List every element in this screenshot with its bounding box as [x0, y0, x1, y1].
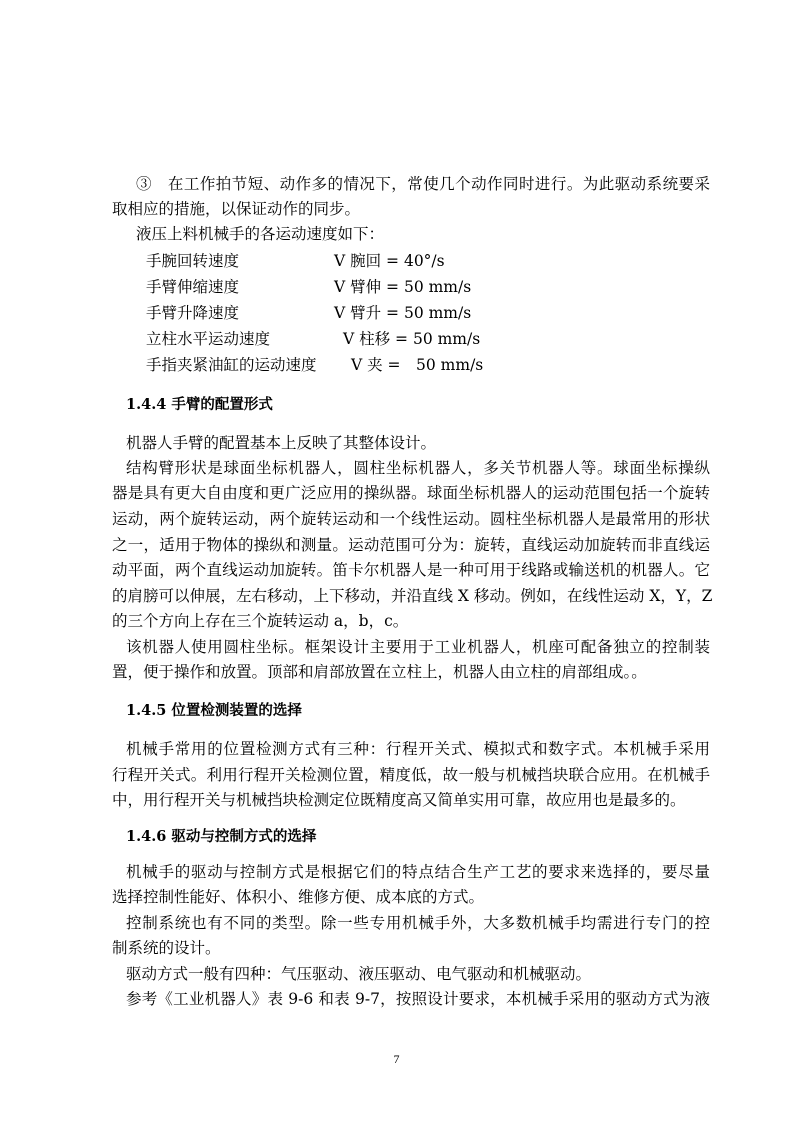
section-heading: 1.4.4 手臂的配置形式: [126, 396, 273, 413]
speed-value: V 臂伸 = 50 mm/s: [334, 278, 472, 296]
speed-value: V 夹 = 50 mm/s: [351, 356, 484, 374]
paragraph-line: 的三个方向上存在三个旋转运动 a，b，c。: [112, 612, 409, 630]
speed-value: V 柱移 = 50 mm/s: [343, 330, 481, 348]
paragraph-line: 行程开关式。利用行程开关检测位置，精度低，故一般与机械挡块联合应用。在机械手: [112, 766, 710, 784]
paragraph-line: 驱动方式一般有四种：气压驱动、液压驱动、电气驱动和机械驱动。: [126, 965, 592, 983]
paragraph-line: ③ 在工作拍节短、动作多的情况下，常使几个动作同时进行。为此驱动系统要采: [136, 175, 710, 193]
page-number: 7: [393, 1052, 400, 1066]
paragraph-line: 之一，适用于物体的操纵和测量。运动范围可分为：旋转，直线运动加旋转而非直线运: [112, 536, 710, 554]
paragraph-line: 机械手的驱动与控制方式是根据它们的特点结合生产工艺的要求来选择的，要尽量: [126, 863, 710, 881]
speed-label: 手臂伸缩速度: [146, 278, 240, 296]
speed-value: V 臂升 = 50 mm/s: [334, 304, 472, 322]
paragraph-line: 机器人手臂的配置基本上反映了其整体设计。: [126, 434, 437, 452]
paragraph-line: 中，用行程开关与机械挡块检测定位既精度高又简单实用可靠，故应用也是最多的。: [112, 791, 686, 809]
paragraph-line: 该机器人使用圆柱坐标。框架设计主要用于工业机器人，机座可配备独立的控制装: [126, 638, 710, 656]
paragraph-line: 动平面，两个直线运动加旋转。笛卡尔机器人是一种可用于线路或输送机的机器人。它: [112, 561, 710, 579]
paragraph-line: 制系统的设计。: [112, 939, 221, 957]
paragraph-line: 结构臂形状是球面坐标机器人，圆柱坐标机器人，多关节机器人等。球面坐标操纵: [126, 459, 710, 477]
paragraph-line: 置，便于操作和放置。顶部和肩部放置在立柱上，机器人由立柱的肩部组成。。: [112, 663, 647, 681]
paragraph-line: 机械手常用的位置检测方式有三种：行程开关式、模拟式和数字式。本机械手采用: [126, 740, 710, 758]
paragraph-line: 的肩膀可以伸展，左右移动，上下移动，并沿直线 X 移动。例如，在线性运动 X，Y，Z: [112, 587, 713, 605]
speed-label: 立柱水平运动速度: [146, 330, 271, 348]
speed-list-intro: 液压上料机械手的各运动速度如下：: [136, 225, 385, 243]
section-heading: 1.4.5 位置检测装置的选择: [126, 702, 302, 719]
paragraph-line: 参考《工业机器人》表 9-6 和表 9-7，按照设计要求，本机械手采用的驱动方式为液: [126, 990, 710, 1008]
speed-label: 手指夹紧油缸的运动速度: [146, 356, 317, 374]
paragraph-line: 选择控制性能好、体积小、维修方便、成本底的方式。: [112, 888, 485, 906]
paragraph-line: 控制系统也有不同的类型。除一些专用机械手外，大多数机械手均需进行专门的控: [126, 914, 710, 932]
paragraph-line: 器是具有更大自由度和更广泛应用的操纵器。球面坐标机器人的运动范围包括一个旋转: [112, 484, 710, 502]
speed-label: 手臂升降速度: [146, 304, 240, 322]
section-heading: 1.4.6 驱动与控制方式的选择: [126, 828, 317, 845]
paragraph-line: 取相应的措施，以保证动作的同步。: [112, 200, 361, 218]
paragraph-line: 运动，两个旋转运动，两个旋转运动和一个线性运动。圆柱坐标机器人是最常用的形状: [112, 510, 710, 528]
speed-label: 手腕回转速度: [146, 252, 240, 270]
speed-value: V 腕回 = 40°/s: [334, 252, 445, 270]
